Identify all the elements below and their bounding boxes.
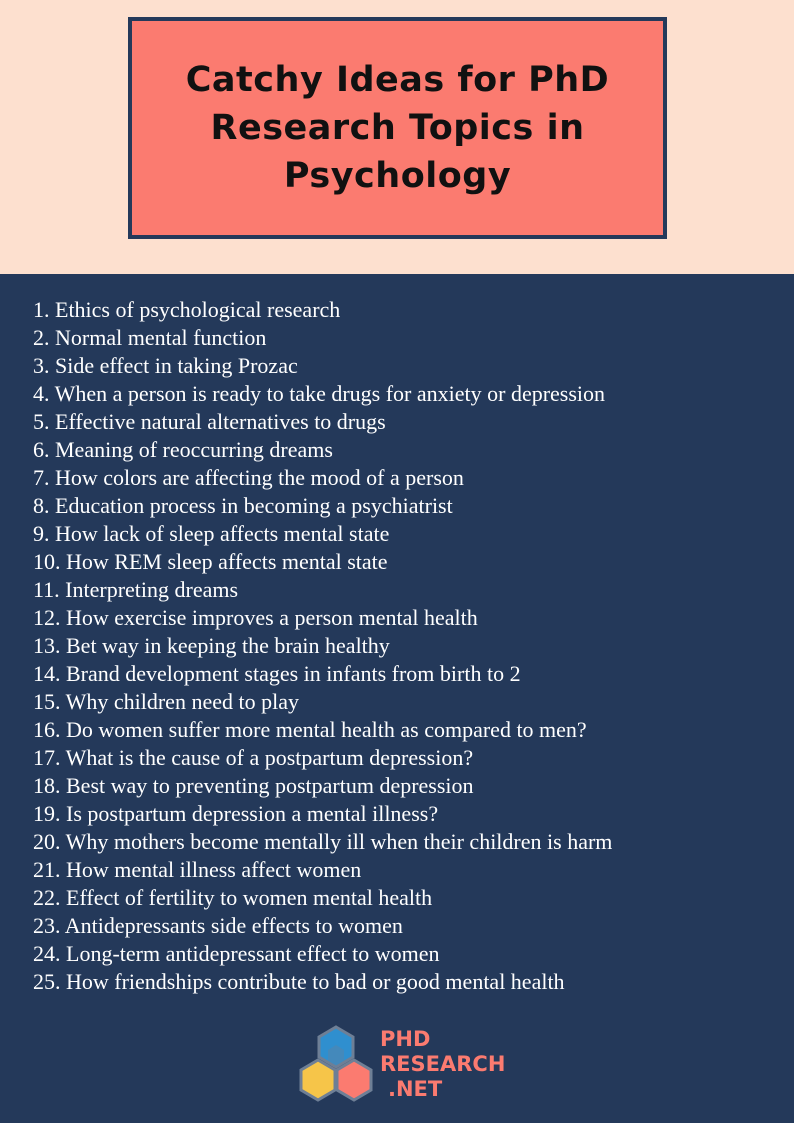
hexagon-logo-icon [296,1024,376,1108]
page-title: Catchy Ideas for PhD Research Topics in Psychology [185,60,610,196]
logo-text [380,1027,505,1102]
topic-item: 22. Effect of fertility to women mental health [33,885,433,910]
topic-item: 19. Is postpartum depression a mental illness? [33,801,439,826]
topic-item: 18. Best way to preventing postpartum depression [33,773,474,798]
topic-item: 9. How lack of sleep affects mental state [33,521,390,546]
topic-item: 16. Do women suffer more mental health as compared to men? [33,717,587,742]
header-section [0,0,794,274]
topic-item: 23. Antidepressants side effects to women [33,913,403,938]
topic-item: 15. Why children need to play [33,689,299,714]
topic-item: 25. How friendships contribute to bad or good mental health [33,969,565,994]
topic-item: 14. Brand development stages in infants from birth to 2 [33,661,521,686]
topic-item: 7. How colors are affecting the mood of a person [33,465,464,490]
topic-item: 3. Side effect in taking Prozac [33,353,298,378]
topic-item: 8. Education process in becoming a psychiatrist [33,493,453,518]
topic-item: 5. Effective natural alternatives to drugs [33,409,386,434]
topic-item: 13. Bet way in keeping the brain healthy [33,633,390,658]
topic-list [0,296,612,996]
title-box [128,17,667,239]
logo-line-research: RESEARCH [380,1052,506,1076]
topic-item: 21. How mental illness affect women [33,857,362,882]
topic-item: 12. How exercise improves a person mental health [33,605,478,630]
topic-item: 20. Why mothers become mentally ill when their children is harm [33,829,613,854]
topic-item: 4. When a person is ready to take drugs for anxiety or depression [33,381,606,406]
logo-line-phd: PHD [380,1027,431,1051]
topic-item: 2. Normal mental function [33,325,267,350]
topic-item: 17. What is the cause of a postpartum depression? [33,745,474,770]
topic-item: 11. Interpreting dreams [33,577,239,602]
logo-line-net: .NET [388,1077,443,1101]
topic-item: 6. Meaning of reoccurring dreams [33,437,333,462]
topic-item: 24. Long-term antidepressant effect to women [33,941,440,966]
topic-item: 1. Ethics of psychological research [33,297,341,322]
phd-research-logo [296,1024,526,1108]
topic-item: 10. How REM sleep affects mental state [33,549,388,574]
